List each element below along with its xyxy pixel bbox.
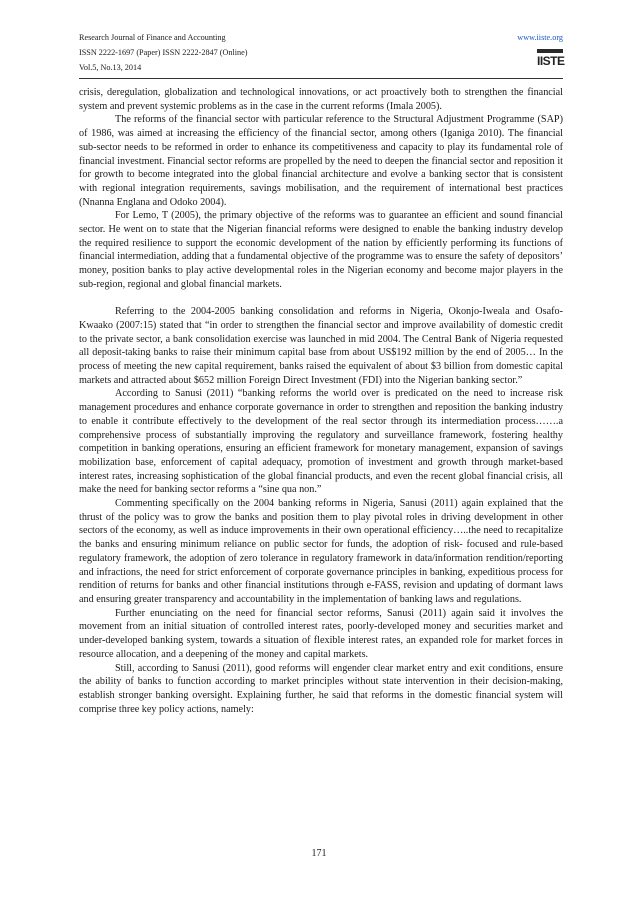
paragraph-continuation: crisis, deregulation, globalization and technological innovations, or act proactively both to strengthen the financial system and prevent systemic problems as in the case in the current reforms (Imala 2005). bbox=[79, 87, 563, 112]
header-right bbox=[517, 30, 563, 71]
paragraph-2004-reforms: Commenting specifically on the 2004 banking reforms in Nigeria, Sanusi (2011) again explained that the thrust of the policy was to grow the banks and position them to play pivotal roles in driving development in other sectors of the economy, as well as induce improvements in their own operational efficiency…..the need to recapitalize the banks and ensuring minimum reliance on public sector for funds, the adoption of risk- focused and rule-based regulatory framework, the adoption of zero tolerance in regulatory framework in data/information rendition/reporting and infractions, the need for strict enforcement of corporate governance principles in banking, expeditious process for rendition of returns for banks and other financial institutions through e-FASS, revision and updating of dormant laws and ensuring greater transparency and accountability in the implementation of banking laws and regulations. bbox=[79, 498, 563, 605]
paragraph-lemo: For Lemo, T (2005), the primary objective of the reforms was to guarantee an efficient and sound financial sector. He went on to state that the Nigerian financial reforms were designed to enable the banking industry develop the required resilience to support the economic development of the nation by efficiently performing its functions of financial intermediation, adding that a fundamental objective of the programme was to ensure the safety of depositors’ money, position banks to play active developmental roles in the Nigerian economy and become major players in the sub-region, regional and global financial markets. bbox=[79, 210, 563, 290]
paragraph-sap-reforms: The reforms of the financial sector with particular reference to the Structural Adjustment Programme (SAP) of 1986, was aimed at increasing the efficiency of the financial sector, among others (Iganiga 2010). The financial sub-sector needs to be reformed in order to enhance its competitiveness and capacity to play its fundamental role of financial investment. Financial sector reforms are propelled by the need to deepen the financial sector and reposition it for growth to become integrated into the global financial architecture and evolve a banking sector that is consistent with regional integration requirements, savings mobilisation, and the requirement of international best practices (Nnanna Englana and Odoko 2004). bbox=[79, 114, 563, 208]
header-divider bbox=[79, 78, 563, 79]
logo-bar bbox=[537, 49, 563, 53]
volume-line: Vol.5, No.13, 2014 bbox=[79, 63, 142, 72]
logo-text: IISTE bbox=[537, 54, 565, 68]
running-header bbox=[79, 30, 248, 75]
paragraph-good-reforms: Still, according to Sanusi (2011), good reforms will engender clear market entry and exit conditions, ensure the ability of banks to function according to market principles without state intervention in their decision-making, establish stronger banking oversight. Explaining further, he said that reforms in the domestic financial system will comprise three key policy actions, namely: bbox=[79, 662, 563, 715]
paragraph-consolidation: Referring to the 2004-2005 banking consolidation and reforms in Nigeria, Okonjo-Iweala and Osafo- Kwaako (2007:15) stated that “in order to strengthen the financial sector and improve availability of domestic credit to the private sector, a bank consolidation exercise was launched in mid 2004. The Central Bank of Nigeria requested all deposit-taking banks to raise their minimum capital base from about US$192 million by the end of 2005… In the process of meeting the new capital requirement, banks raised the equivalent of about $3 billion from domestic capital markets and attracted about $652 million Foreign Direct Investment (FDI) into the Nigerian banking sector.” bbox=[79, 306, 563, 386]
article-body bbox=[79, 86, 563, 716]
page-number: 171 bbox=[311, 848, 327, 859]
journal-url-link[interactable]: www.iiste.org bbox=[517, 33, 563, 42]
issn-line: ISSN 2222-1697 (Paper) ISSN 2222-2847 (Online) bbox=[79, 48, 248, 57]
paragraph-sanusi-quote: According to Sanusi (2011) “banking reforms the world over is predicated on the need to increase risk management procedures and enhance corporate governance in order to strengthen and reposition the banking industry to enable it contribute effectively to the development of the real sector through its intermediation process…….a comprehensive process of substantially improving the regulatory and surveillance framework, fostering healthy competition in banking operations, ensuring an efficient framework for monetary management, expansion of savings mobilization base, enforcement of capital adequacy, promotion of investment and growth through market-based interest rates, increasing sophistication of the global financial products, and even the recent global financial crisis, all make the need for banking sector reforms a “sine qua non.” bbox=[79, 388, 563, 496]
journal-name: Research Journal of Finance and Accounting bbox=[79, 33, 226, 42]
iiste-logo bbox=[537, 49, 563, 69]
paragraph-enunciating: Further enunciating on the need for financial sector reforms, Sanusi (2011) again said it involves the movement from an initial situation of controlled interest rates, poorly-developed money and securities market and under-developed banking system, towards a situation of flexible interest rates, an expanded role for market forces in resource allocation, and a deepening of the money and capital markets. bbox=[79, 607, 563, 660]
